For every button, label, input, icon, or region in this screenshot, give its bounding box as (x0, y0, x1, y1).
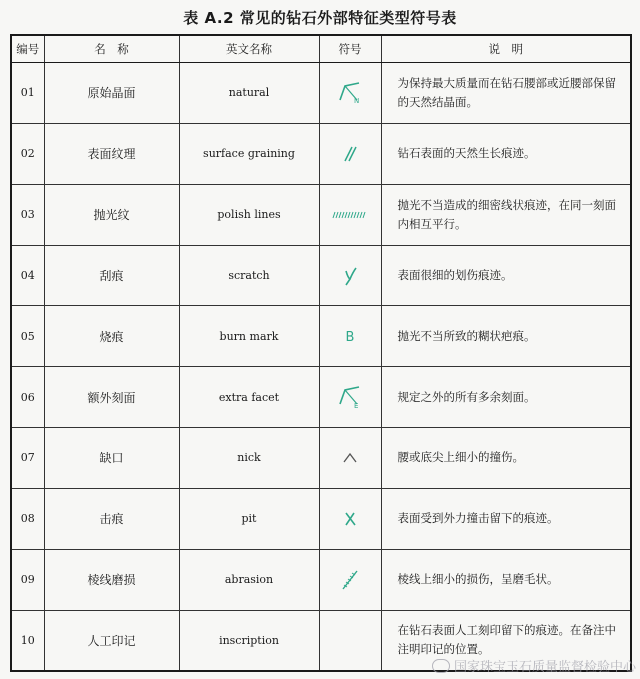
table-header-row (11, 35, 631, 63)
table-row (11, 63, 631, 124)
row-symbol (319, 123, 381, 184)
row-description: 抛光不当所致的糊状疤痕。 (381, 306, 631, 367)
row-english: inscription (179, 610, 319, 671)
row-english: burn mark (179, 306, 319, 367)
double-slash-icon (335, 139, 365, 169)
row-symbol (319, 549, 381, 610)
table-row (11, 488, 631, 549)
row-english: pit (179, 488, 319, 549)
table-row (11, 367, 631, 428)
symbol-letter: E (354, 402, 359, 411)
row-description: 为保持最大质量而在钻石腰部或近腰部保留的天然结晶面。 (381, 63, 631, 124)
symbol-letter: N (354, 96, 360, 105)
burn-mark-icon (335, 321, 365, 351)
row-symbol (319, 488, 381, 549)
wechat-icon (432, 659, 450, 673)
table-row (11, 306, 631, 367)
row-num: 10 (11, 610, 44, 671)
row-description: 在钻石表面人工刻印留下的痕迹。在备注中注明印记的位置。 (381, 610, 631, 671)
row-num: 03 (11, 184, 44, 245)
row-english: surface graining (179, 123, 319, 184)
extra-facet-icon (335, 382, 365, 412)
row-name: 刮痕 (44, 245, 179, 306)
cross-icon (335, 504, 365, 534)
row-english: abrasion (179, 549, 319, 610)
page-title: 表 A.2 常见的钻石外部特征类型符号表 (183, 9, 457, 27)
row-num: 08 (11, 488, 44, 549)
row-num: 07 (11, 428, 44, 489)
row-name: 棱线磨损 (44, 549, 179, 610)
row-num: 06 (11, 367, 44, 428)
abrasion-icon (335, 565, 365, 595)
header-name: 名 称 (44, 35, 179, 63)
row-symbol (319, 367, 381, 428)
row-num: 04 (11, 245, 44, 306)
watermark (432, 656, 636, 675)
row-name: 缺口 (44, 428, 179, 489)
hatched-line-icon (330, 205, 370, 225)
table-row (11, 184, 631, 245)
row-english: scratch (179, 245, 319, 306)
row-description: 棱线上细小的损伤，呈磨毛状。 (381, 549, 631, 610)
row-description: 腰或底尖上细小的撞伤。 (381, 428, 631, 489)
row-name: 击痕 (44, 488, 179, 549)
symbol-letter: B (345, 330, 355, 346)
row-symbol-empty (319, 610, 381, 671)
row-english: extra facet (179, 367, 319, 428)
row-name: 表面纹理 (44, 123, 179, 184)
table-row (11, 123, 631, 184)
row-english: nick (179, 428, 319, 489)
table-row (11, 428, 631, 489)
row-symbol (319, 306, 381, 367)
header-symbol: 符号 (319, 35, 381, 63)
watermark-text: 国家珠宝玉石质量监督检验中心 (453, 660, 636, 675)
header-description: 说 明 (381, 35, 631, 63)
row-num: 09 (11, 549, 44, 610)
row-symbol (319, 245, 381, 306)
row-symbol (319, 428, 381, 489)
row-symbol (319, 184, 381, 245)
table-row (11, 245, 631, 306)
caret-icon (335, 443, 365, 473)
row-description: 钻石表面的天然生长痕迹。 (381, 123, 631, 184)
table-row (11, 549, 631, 610)
symbol-table (10, 34, 632, 672)
header-english: 英文名称 (179, 35, 319, 63)
row-name: 原始晶面 (44, 63, 179, 124)
row-num: 02 (11, 123, 44, 184)
row-description: 抛光不当造成的细密线状痕迹，在同一刻面内相互平行。 (381, 184, 631, 245)
row-num: 01 (11, 63, 44, 124)
row-symbol (319, 63, 381, 124)
row-name: 额外刻面 (44, 367, 179, 428)
row-description: 表面受到外力撞击留下的痕迹。 (381, 488, 631, 549)
symbol-table-wrapper (10, 34, 630, 672)
row-name: 烧痕 (44, 306, 179, 367)
row-english: natural (179, 63, 319, 124)
row-name: 抛光纹 (44, 184, 179, 245)
scratch-icon (335, 260, 365, 290)
row-english: polish lines (179, 184, 319, 245)
header-num: 编号 (11, 35, 44, 63)
row-name: 人工印记 (44, 610, 179, 671)
row-description: 表面很细的划伤痕迹。 (381, 245, 631, 306)
row-description: 规定之外的所有多余刻面。 (381, 367, 631, 428)
row-num: 05 (11, 306, 44, 367)
natural-icon (335, 78, 365, 108)
